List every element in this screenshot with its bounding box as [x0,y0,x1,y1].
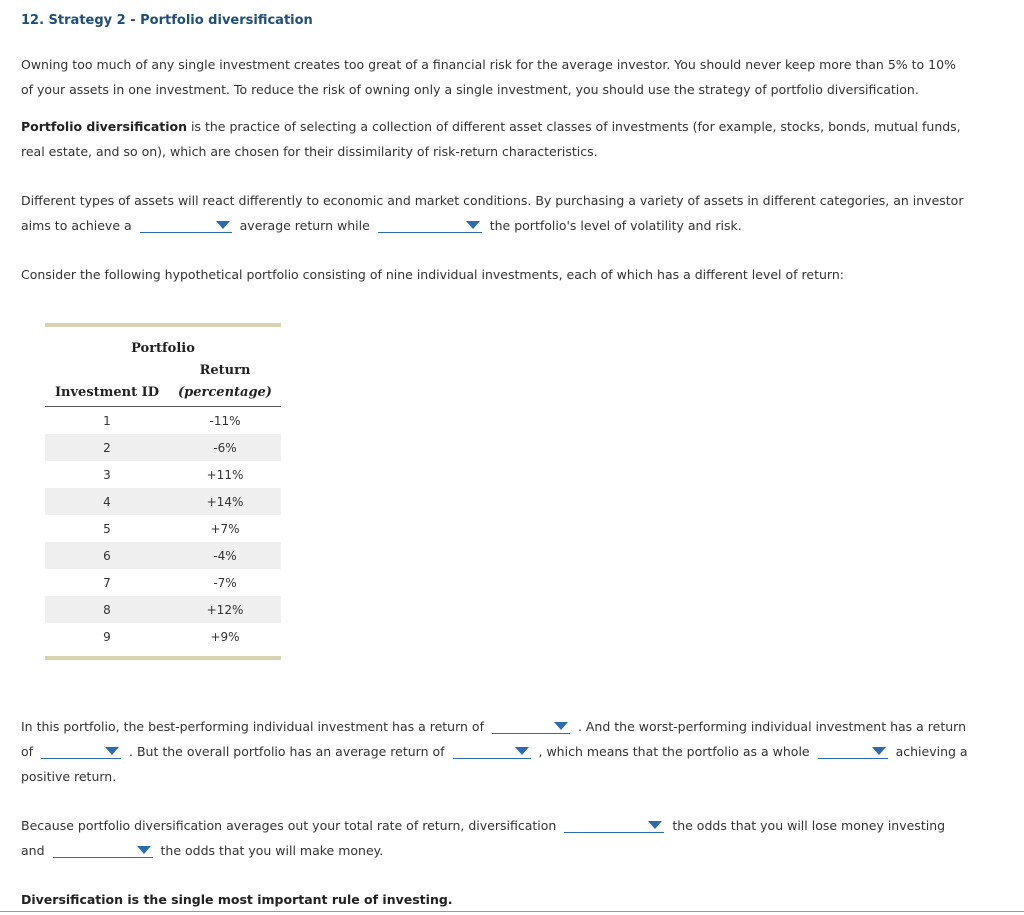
asset-seg-3: the portfolio's level of volatility and risk. [489,218,742,233]
average-return-dropdown[interactable] [453,743,531,759]
asset-seg-1: aims to achieve a [21,218,132,233]
table-row [45,596,281,623]
table-row [45,569,281,596]
best-return-dropdown[interactable] [492,718,570,734]
portfolio-intro: Consider the following hypothetical portfolio consisting of nine individual investments, each of which has a different level of return: [21,267,844,282]
row-id: 8 [103,602,111,617]
table-row [45,407,281,434]
table-header-bottom [45,385,281,407]
lose-odds-dropdown[interactable] [564,817,664,833]
win-odds-dropdown[interactable] [53,842,153,858]
risk-change-dropdown[interactable] [378,217,482,233]
table-header-top [45,363,281,385]
table-caption: Portfolio [131,341,195,356]
portfolio-outcome-dropdown[interactable] [818,743,888,759]
analysis-seg-4: . But the overall portfolio has an average return of [129,744,445,759]
worst-return-dropdown[interactable] [41,743,121,759]
investment-id-header: Investment ID [54,385,160,400]
row-return: +9% [210,629,240,644]
table-bottom-rule [45,656,281,660]
row-return: -6% [213,440,237,455]
odds-paragraph [21,813,981,863]
table-row [45,488,281,515]
analysis-seg-3: of [21,744,34,759]
definition-term: Portfolio diversification [21,119,188,134]
row-id: 1 [103,413,111,428]
intro-line-1: Owning too much of any single investment creates too great of a financial risk for the average investor. You should never keep more than 5% to 10% [21,57,956,72]
chevron-down-icon [872,747,886,755]
odds-seg-2: the odds that you will lose money investing [672,818,946,833]
question-title: 12. Strategy 2 - Portfolio diversification [21,13,313,28]
table-row [45,623,281,650]
analysis-seg-5: , which means that the portfolio as a whole [538,744,810,759]
chevron-down-icon [554,722,568,730]
chevron-down-icon [105,747,119,755]
bottom-divider [0,911,1024,912]
row-return: +12% [206,602,244,617]
table-row [45,542,281,569]
row-return: -11% [209,413,241,428]
row-id: 7 [103,575,111,590]
table-row [45,461,281,488]
table-row [45,515,281,542]
odds-seg-3: and [21,843,45,858]
chevron-down-icon [515,747,529,755]
row-id: 5 [103,521,111,536]
row-id: 4 [103,494,111,509]
return-level-dropdown[interactable] [140,217,232,233]
analysis-seg-1: In this portfolio, the best-performing individual investment has a return of [21,719,484,734]
chevron-down-icon [216,221,230,229]
row-id: 6 [103,548,111,563]
definition-paragraph [21,114,981,164]
return-header: Return [199,363,251,378]
analysis-seg-6: achieving a [895,744,968,759]
percentage-header: (percentage) [178,385,272,400]
definition-line-2: real estate, and so on), which are chosen for their dissimilarity of risk-return characteristics. [21,144,598,159]
row-return: +11% [206,467,244,482]
row-return: +14% [206,494,244,509]
closing-statement: Diversification is the single most important rule of investing. [21,892,453,907]
row-id: 9 [103,629,111,644]
asset-seg-2: average return while [239,218,370,233]
analysis-paragraph [21,714,981,789]
odds-seg-1: Because portfolio diversification averages out your total rate of return, diversification [21,818,557,833]
chevron-down-icon [137,846,151,854]
analysis-seg-2: . And the worst-performing individual investment has a return [577,719,967,734]
chevron-down-icon [648,821,662,829]
table-body [45,407,281,650]
table-row [45,434,281,461]
asset-paragraph [21,188,981,238]
analysis-seg-7: positive return. [21,769,117,784]
asset-line-1: Different types of assets will react differently to economic and market conditions. By purchasing a variety of assets in different categories, an investor [21,193,964,208]
odds-seg-4: the odds that you will make money. [160,843,384,858]
portfolio-table [45,323,281,660]
chevron-down-icon [466,221,480,229]
row-return: -7% [213,575,237,590]
row-return: -4% [213,548,237,563]
intro-paragraph [21,52,981,102]
row-return: +7% [210,521,240,536]
definition-line-1: is the practice of selecting a collection of different asset classes of investments (for example, stocks, bonds, mutual funds, [187,119,961,134]
row-id: 3 [103,467,111,482]
intro-line-2: of your assets in one investment. To reduce the risk of owning only a single investment, you should use the strategy of portfolio diversification. [21,82,919,97]
row-id: 2 [103,440,111,455]
